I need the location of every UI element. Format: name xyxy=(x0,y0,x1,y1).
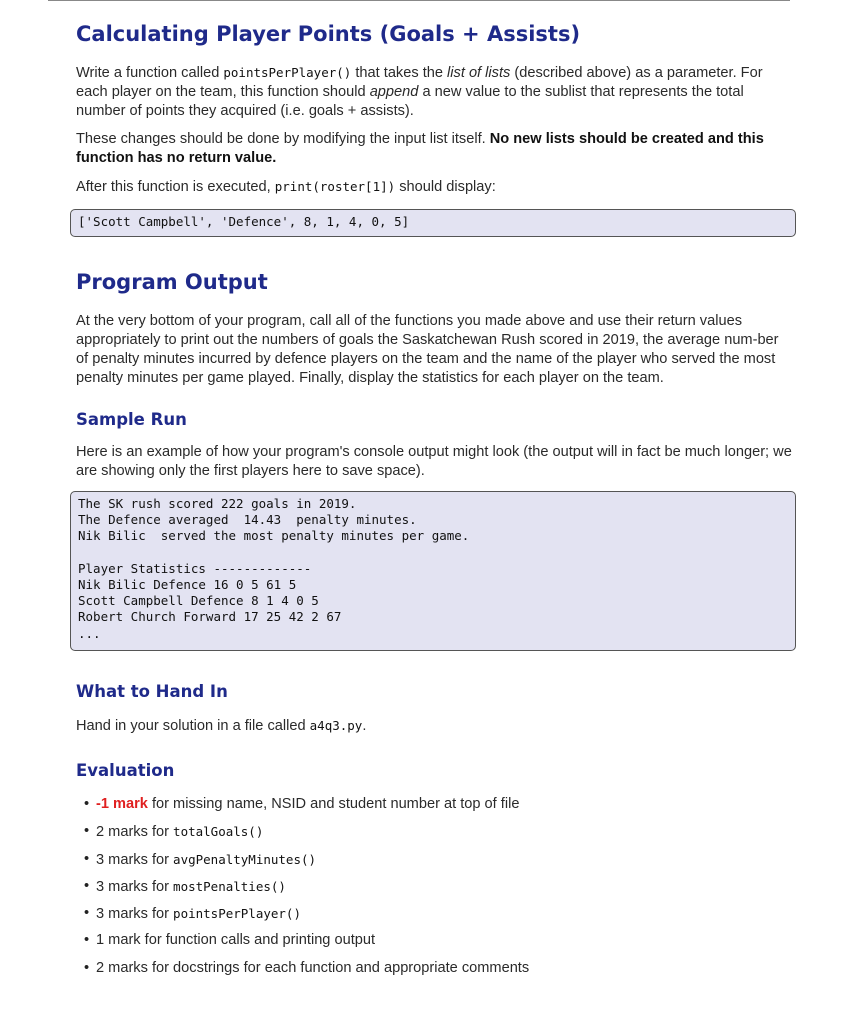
section-title-program-output: Program Output xyxy=(76,270,268,294)
paragraph-modify-in-place: These changes should be done by modifying the input list itself. No new lists should be created and this function has no return value. xyxy=(76,131,764,166)
console-line: Scott Campbell Defence 8 1 4 0 5 xyxy=(78,593,319,609)
evaluation-item: • 3 marks for avgPenaltyMinutes() xyxy=(76,850,792,877)
paragraph-program-output: At the very bottom of your program, call all of the functions you made above and use their return values appropriately to print out the numbers of goals the Saskatchewan Rush scored in 2019, the average num-ber of penalty minutes incurred by defence players on the team and the name of the player who served the most penalty minutes per game played. Finally, display the statistics for each player on the team. xyxy=(76,313,779,386)
evaluation-list xyxy=(76,795,792,986)
subsection-title-hand-in: What to Hand In xyxy=(76,682,228,701)
top-rule xyxy=(48,0,790,1)
expected-output-box xyxy=(70,209,796,237)
evaluation-item: • 3 marks for pointsPerPlayer() xyxy=(76,904,792,931)
paragraph-after-execution: After this function is executed, print(roster[1]) should display: xyxy=(76,179,496,195)
console-line: Player Statistics ------------- xyxy=(78,560,312,576)
console-line: Robert Church Forward 17 25 42 2 67 xyxy=(78,609,342,625)
paragraph-hand-in: Hand in your solution in a file called a4q3.py. xyxy=(76,718,367,734)
console-line: Nik Bilic served the most penalty minutes per game. xyxy=(78,528,470,544)
evaluation-item: • -1 mark for missing name, NSID and student number at top of file xyxy=(76,795,792,822)
paragraph-points-intro: Write a function called pointsPerPlayer() that takes the list of lists (described above) as a parameter. For each player on the team, this function should append a new value to the sublist that represents the total number of points they acquired (i.e. goals + assists). xyxy=(76,65,763,119)
subsection-title-evaluation: Evaluation xyxy=(76,761,175,780)
inline-code-print-roster: print(roster[1]) xyxy=(274,179,396,194)
sample-run-console-box xyxy=(70,491,796,651)
evaluation-item: • 3 marks for mostPenalties() xyxy=(76,877,792,904)
evaluation-item: • 2 marks for docstrings for each function and appropriate comments xyxy=(76,959,792,986)
paragraph-sample-run: Here is an example of how your program's console output might look (the output will in fact be much longer; we are showing only the first players here to save space). xyxy=(76,444,792,479)
console-line xyxy=(78,545,788,561)
inline-code-filename: a4q3.py xyxy=(309,718,363,733)
console-line: The Defence averaged 14.43 penalty minutes. xyxy=(78,512,417,528)
evaluation-item: • 2 marks for totalGoals() xyxy=(76,822,792,849)
console-line: Nik Bilic Defence 16 0 5 61 5 xyxy=(78,576,297,592)
evaluation-item: • 1 mark for function calls and printing output xyxy=(76,931,792,958)
expected-output-line: ['Scott Campbell', 'Defence', 8, 1, 4, 0, 5] xyxy=(78,214,410,229)
inline-code-pointsPerPlayer: pointsPerPlayer() xyxy=(223,65,352,80)
console-line: ... xyxy=(78,625,101,641)
subsection-title-sample-run: Sample Run xyxy=(76,410,187,429)
section-title-player-points: Calculating Player Points (Goals + Assists) xyxy=(76,22,581,46)
console-line: The SK rush scored 222 goals in 2019. xyxy=(78,496,357,511)
